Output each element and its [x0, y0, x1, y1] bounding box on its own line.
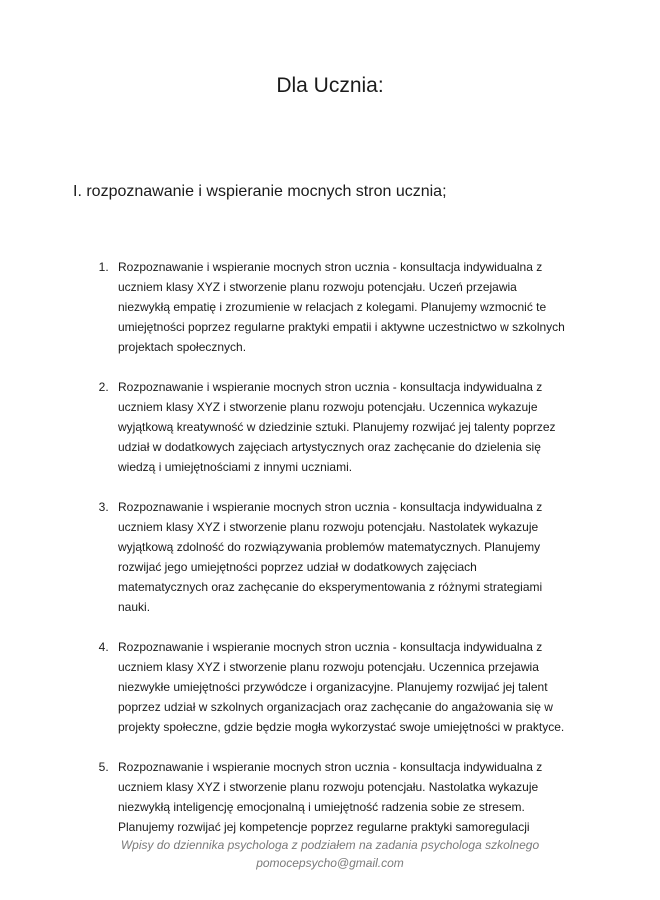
- footer-email: pomocepsycho@gmail.com: [256, 856, 404, 870]
- page-footer: [0, 836, 660, 872]
- list-item: 1. Rozpoznawanie i wspieranie mocnych stron ucznia - konsultacja indywidualna z uczniem klasy XYZ i stworzenie planu rozwoju potencjału. Uczeń przejawia niezwykłą empatię i zrozumienie w relacjach z kolegami. Planujemy wzmocnić te umiejętności poprzez regularne praktyki empatii i aktywne uczestnictwo w szkolnych projektach społecznych.: [112, 257, 570, 357]
- numbered-list: [0, 257, 660, 837]
- list-item: 5. Rozpoznawanie i wspieranie mocnych stron ucznia - konsultacja indywidualna z uczniem klasy XYZ i stworzenie planu rozwoju potencjału. Nastolatka wykazuje niezwykłą inteligencję emocjonalną i umiejętność radzenia sobie ze stresem. Planujemy rozwijać jej kompetencje poprzez regularne praktyki samoregulacji: [112, 757, 570, 837]
- footer-note: Wpisy do dziennika psychologa z podziałem na zadania psychologa szkolnego: [120, 838, 540, 852]
- section-heading: I. rozpoznawanie i wspieranie mocnych stron ucznia;: [73, 183, 447, 200]
- list-item: 4. Rozpoznawanie i wspieranie mocnych stron ucznia - konsultacja indywidualna z uczniem klasy XYZ i stworzenie planu rozwoju potencjału. Uczennica przejawia niezwykłe umiejętności przywódcze i organizacyjne. Planujemy rozwijać jej talent poprzez udział w szkolnych organizacjach oraz zachęcanie do angażowania się w projekty społeczne, gdzie będzie mogła wykorzystać swoje umiejętności w praktyce.: [112, 637, 570, 737]
- list-item: 3. Rozpoznawanie i wspieranie mocnych stron ucznia - konsultacja indywidualna z uczniem klasy XYZ i stworzenie planu rozwoju potencjału. Nastolatek wykazuje wyjątkową zdolność do rozwiązywania problemów matematycznych. Planujemy rozwijać jego umiejętności poprzez udział w dodatkowych zajęciach matematycznych oraz zachęcanie do eksperymentowania z różnymi strategiami nauki.: [112, 497, 570, 617]
- document-title: Dla Ucznia:: [276, 74, 384, 97]
- list-item: 2. Rozpoznawanie i wspieranie mocnych stron ucznia - konsultacja indywidualna z uczniem klasy XYZ i stworzenie planu rozwoju potencjału. Uczennica wykazuje wyjątkową kreatywność w dziedzinie sztuki. Planujemy rozwijać jej talenty poprzez udział w dodatkowych zajęciach artystycznych oraz zachęcanie do dzielenia się wiedzą i umiejętnościami z innymi uczniami.: [112, 377, 570, 477]
